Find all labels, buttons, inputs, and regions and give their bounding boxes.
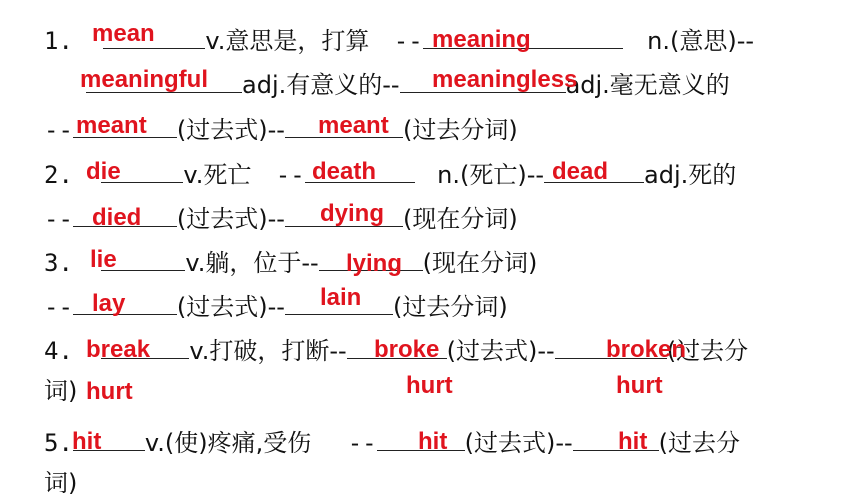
- item-2-line-1: [44, 156, 736, 190]
- answer-text: lain: [320, 284, 362, 311]
- answer-text: died: [92, 204, 142, 231]
- answer-text: hit: [418, 428, 448, 455]
- prompt-text: --: [44, 293, 73, 321]
- prompt-text: --: [347, 429, 377, 457]
- answer-text: dead: [552, 158, 609, 185]
- prompt-text: (过去式)--: [176, 293, 285, 321]
- prompt-text: (过去式)--: [176, 205, 285, 233]
- prompt-text: adj.毫无意义的: [565, 71, 730, 99]
- answer-text: lay: [92, 290, 126, 317]
- prompt-text: --: [393, 27, 423, 55]
- prompt-text: (过去分: [658, 429, 741, 457]
- item-3-line-1: [44, 244, 537, 278]
- prompt-text: (过去分词): [402, 116, 518, 144]
- item-5-line-2: [44, 468, 77, 498]
- prompt-text: v.意思是，打算: [205, 27, 370, 55]
- prompt-text: (过去式)--: [446, 337, 555, 365]
- answer-text: broken: [606, 336, 687, 363]
- prompt-text: v.躺，位于--: [185, 249, 319, 277]
- answer-text: dying: [320, 200, 384, 227]
- answer-text: break: [86, 336, 151, 363]
- answer-text: meaning: [432, 26, 531, 53]
- answer-text: death: [312, 158, 377, 185]
- answer-text: broke: [374, 336, 440, 363]
- answer-text: hurt: [616, 372, 663, 399]
- answer-text: hurt: [406, 372, 453, 399]
- answer-text: lying: [346, 250, 403, 277]
- prompt-text: v.打破，打断--: [189, 337, 347, 365]
- prompt-text: --: [44, 116, 73, 144]
- prompt-text: (过去分词): [392, 293, 508, 321]
- item-number: 4.: [44, 337, 73, 365]
- prompt-text: adj.有意义的--: [242, 71, 400, 99]
- answer-text: die: [86, 158, 121, 185]
- prompt-text: (过去分: [666, 337, 749, 365]
- item-number: 1.: [44, 27, 73, 55]
- prompt-text: (过去式)--: [464, 429, 573, 457]
- answer-text: hit: [618, 428, 648, 455]
- prompt-text: v.(使)疼痛,受伤: [144, 429, 312, 457]
- prompt-text: adj.死的: [644, 161, 737, 189]
- item-number: 3.: [44, 249, 73, 277]
- prompt-text: --: [44, 205, 73, 233]
- item-number: 5.: [44, 429, 73, 457]
- prompt-text: n.(死亡)--: [437, 161, 545, 189]
- answer-text: meaningless: [432, 66, 578, 93]
- prompt-text: v.死亡: [183, 161, 252, 189]
- prompt-text: 词): [44, 377, 78, 405]
- answer-text: meant: [318, 112, 389, 139]
- answer-text: mean: [92, 20, 155, 47]
- answer-text: lie: [90, 246, 117, 273]
- prompt-text: 词): [44, 469, 78, 497]
- prompt-text: (现在分词): [422, 249, 538, 277]
- prompt-text: (过去式)--: [176, 116, 285, 144]
- answer-text: hurt: [86, 378, 133, 405]
- item-4-line-2: [44, 376, 77, 406]
- prompt-text: n.(意思)--: [647, 27, 755, 55]
- item-number: 2.: [44, 161, 73, 189]
- answer-text: hit: [72, 428, 102, 455]
- answer-text: meant: [76, 112, 147, 139]
- prompt-text: --: [275, 161, 305, 189]
- prompt-text: (现在分词): [402, 205, 518, 233]
- answer-text: meaningful: [80, 66, 209, 93]
